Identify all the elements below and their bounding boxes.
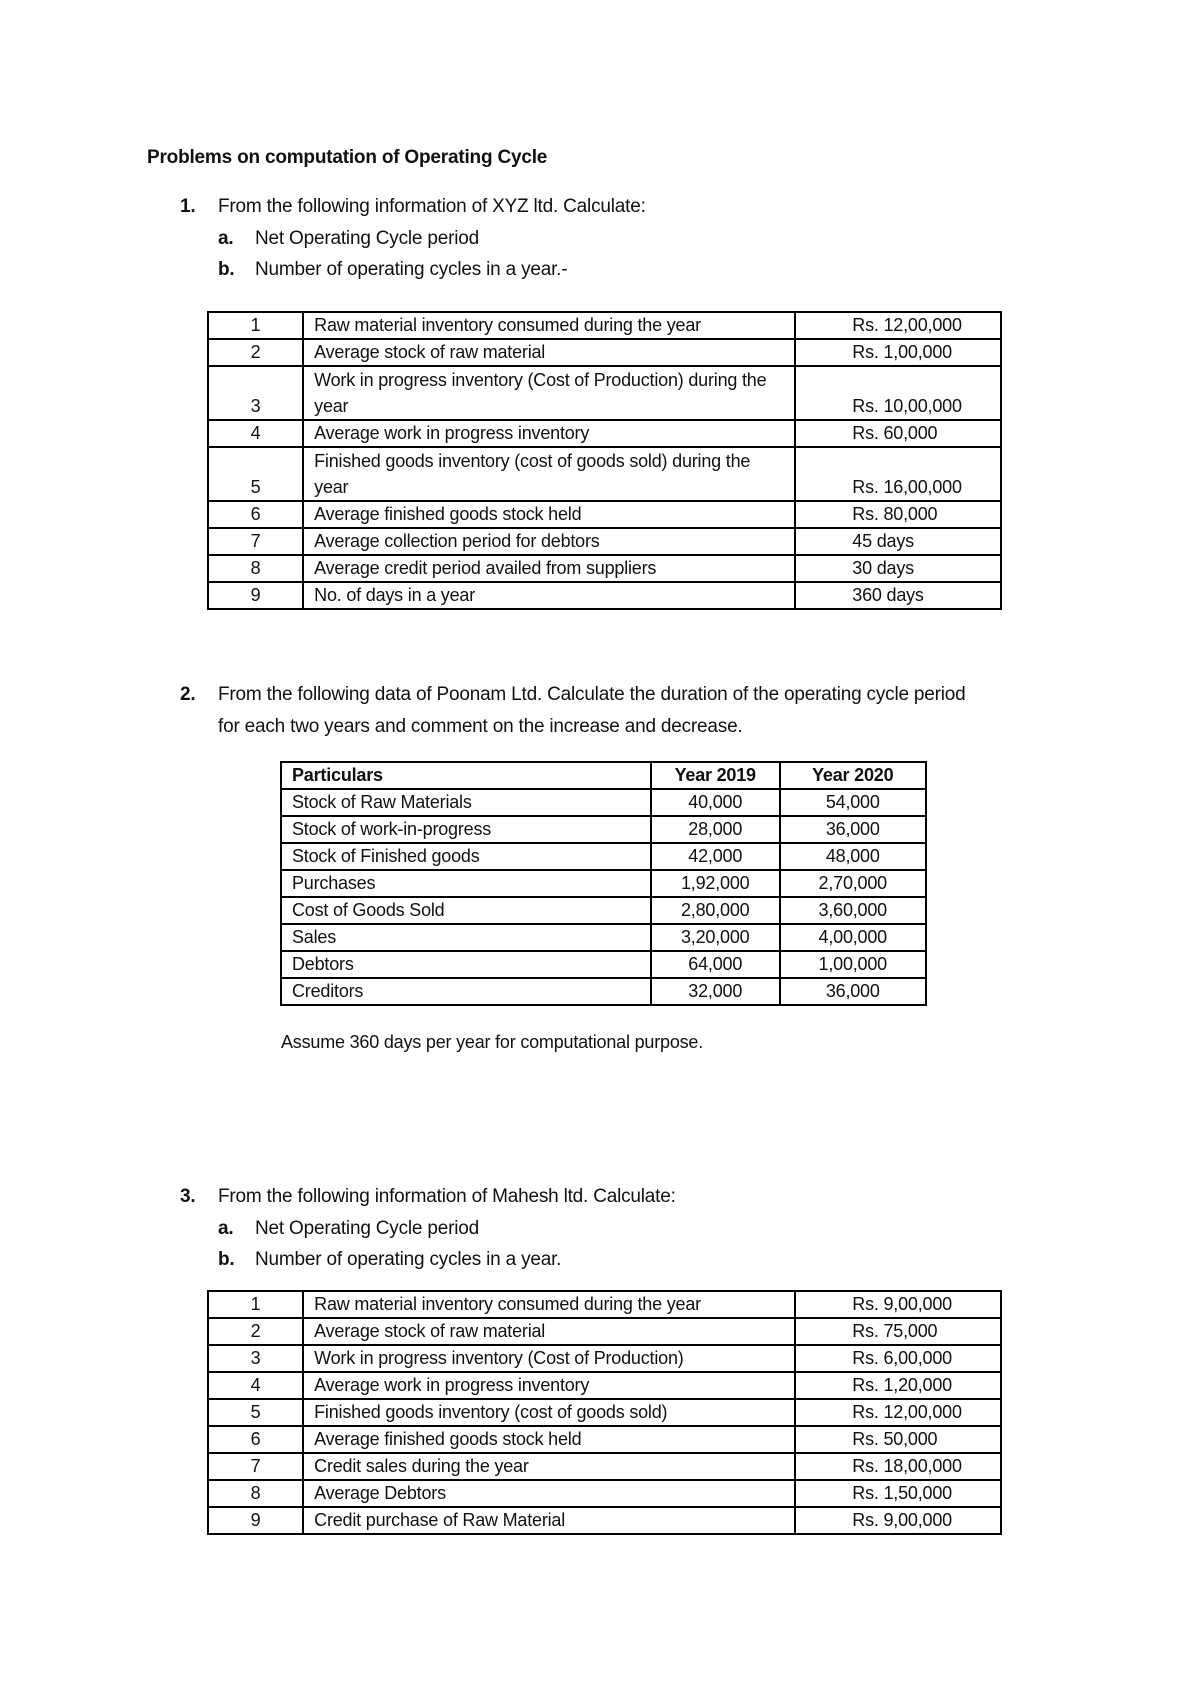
item-value: Rs. 9,00,000 [795,1291,1001,1318]
item-value: Rs. 80,000 [795,501,1001,528]
serial-number: 9 [208,582,303,609]
problem-3-subitem-a [218,1218,479,1240]
serial-number: 3 [208,366,303,420]
serial-number: 8 [208,1480,303,1507]
serial-number: 1 [208,312,303,339]
particular: Purchases [281,870,651,897]
item-description: Average stock of raw material [303,1318,795,1345]
serial-number: 2 [208,339,303,366]
subitem-text: Net Operating Cycle period [255,1218,479,1239]
item-description: Work in progress inventory (Cost of Production) [303,1345,795,1372]
item-description: Average Debtors [303,1480,795,1507]
serial-number: 6 [208,1426,303,1453]
item-value: Rs. 1,00,000 [795,339,1001,366]
serial-number: 1 [208,1291,303,1318]
table-row [208,1399,1001,1426]
table-row [208,1372,1001,1399]
value-2020: 1,00,000 [780,951,926,978]
problem-3-statement [180,1186,676,1208]
table-row [208,1480,1001,1507]
item-value: Rs. 1,50,000 [795,1480,1001,1507]
item-description: Finished goods inventory (cost of goods sold) during the year [303,447,795,501]
table-row [208,1291,1001,1318]
table-row [281,843,926,870]
table-row [281,870,926,897]
value-2020: 36,000 [780,816,926,843]
item-description: Work in progress inventory (Cost of Production) during the year [303,366,795,420]
table-row [208,582,1001,609]
table-row [281,816,926,843]
serial-number: 2 [208,1318,303,1345]
particular: Sales [281,924,651,951]
item-description: Average finished goods stock held [303,1426,795,1453]
value-2019: 3,20,000 [651,924,780,951]
table-row [281,897,926,924]
item-value: Rs. 12,00,000 [795,312,1001,339]
subitem-text: Number of operating cycles in a year. [255,1249,562,1270]
value-2020: 54,000 [780,789,926,816]
problem-text: From the following information of Mahesh ltd. Calculate: [218,1186,676,1207]
value-2020: 48,000 [780,843,926,870]
problem-1-statement [180,196,646,218]
item-description: Credit purchase of Raw Material [303,1507,795,1534]
item-value: Rs. 75,000 [795,1318,1001,1345]
value-2019: 40,000 [651,789,780,816]
item-description: Average stock of raw material [303,339,795,366]
problem-number: 1. [180,196,196,217]
item-description: Average work in progress inventory [303,420,795,447]
serial-number: 7 [208,528,303,555]
value-2019: 42,000 [651,843,780,870]
problem-3-subitem-b [218,1249,561,1271]
table-row [208,447,1001,501]
problem-text: for each two years and comment on the increase and decrease. [218,716,743,737]
table-row [208,1453,1001,1480]
particular: Stock of work-in-progress [281,816,651,843]
page-title: Problems on computation of Operating Cycle [147,147,548,168]
serial-number: 9 [208,1507,303,1534]
table-row [281,951,926,978]
item-description: Average finished goods stock held [303,501,795,528]
particular: Stock of Finished goods [281,843,651,870]
problem-number: 3. [180,1186,196,1207]
column-header-year-2019: Year 2019 [651,762,780,789]
table-row [208,339,1001,366]
item-value: 30 days [795,555,1001,582]
item-value: 360 days [795,582,1001,609]
problem-number: 2. [180,684,196,705]
table-row [208,1318,1001,1345]
table-row [208,501,1001,528]
problem-2-table [280,761,927,1006]
problem-text: From the following information of XYZ ltd. Calculate: [218,196,646,217]
item-description: Raw material inventory consumed during the year [303,312,795,339]
value-2020: 3,60,000 [780,897,926,924]
item-description: No. of days in a year [303,582,795,609]
value-2020: 4,00,000 [780,924,926,951]
table-row [208,1507,1001,1534]
subitem-text: Net Operating Cycle period [255,228,479,249]
subitem-label: a. [218,1218,234,1239]
particular: Stock of Raw Materials [281,789,651,816]
value-2019: 64,000 [651,951,780,978]
item-description: Average credit period availed from suppliers [303,555,795,582]
item-value: Rs. 6,00,000 [795,1345,1001,1372]
serial-number: 5 [208,1399,303,1426]
serial-number: 7 [208,1453,303,1480]
table-row [208,1345,1001,1372]
item-description: Finished goods inventory (cost of goods sold) [303,1399,795,1426]
problem-2-statement [180,684,966,706]
subitem-text: Number of operating cycles in a year.- [255,259,568,280]
table-row [281,978,926,1005]
particular: Creditors [281,978,651,1005]
table-row [208,420,1001,447]
item-description: Credit sales during the year [303,1453,795,1480]
problem-1-subitem-a [218,228,479,250]
value-2019: 28,000 [651,816,780,843]
item-description: Raw material inventory consumed during the year [303,1291,795,1318]
table-row [208,1426,1001,1453]
item-value: Rs. 50,000 [795,1426,1001,1453]
particular: Cost of Goods Sold [281,897,651,924]
item-description: Average work in progress inventory [303,1372,795,1399]
item-value: Rs. 12,00,000 [795,1399,1001,1426]
problem-2-statement-continued [218,716,743,738]
table-row [208,312,1001,339]
item-value: Rs. 60,000 [795,420,1001,447]
item-value: Rs. 16,00,000 [795,447,1001,501]
table-row [281,924,926,951]
serial-number: 6 [208,501,303,528]
subitem-label: a. [218,228,234,249]
table-row [208,555,1001,582]
table-row [208,528,1001,555]
problem-1-table [207,311,1002,610]
value-2019: 32,000 [651,978,780,1005]
value-2020: 36,000 [780,978,926,1005]
subitem-label: b. [218,1249,235,1270]
value-2019: 2,80,000 [651,897,780,924]
item-value: 45 days [795,528,1001,555]
table-header-row [281,762,926,789]
particular: Debtors [281,951,651,978]
item-value: Rs. 18,00,000 [795,1453,1001,1480]
serial-number: 4 [208,420,303,447]
problem-3-table [207,1290,1002,1535]
subitem-label: b. [218,259,235,280]
problem-2-note: Assume 360 days per year for computational purpose. [281,1032,704,1052]
column-header-particulars: Particulars [281,762,651,789]
table-row [208,366,1001,420]
item-value: Rs. 9,00,000 [795,1507,1001,1534]
item-value: Rs. 1,20,000 [795,1372,1001,1399]
problem-1-subitem-b [218,259,567,281]
item-value: Rs. 10,00,000 [795,366,1001,420]
serial-number: 8 [208,555,303,582]
value-2020: 2,70,000 [780,870,926,897]
table-row [281,789,926,816]
column-header-year-2020: Year 2020 [780,762,926,789]
serial-number: 3 [208,1345,303,1372]
item-description: Average collection period for debtors [303,528,795,555]
serial-number: 4 [208,1372,303,1399]
value-2019: 1,92,000 [651,870,780,897]
problem-text: From the following data of Poonam Ltd. Calculate the duration of the operating cycle period [218,684,966,705]
serial-number: 5 [208,447,303,501]
